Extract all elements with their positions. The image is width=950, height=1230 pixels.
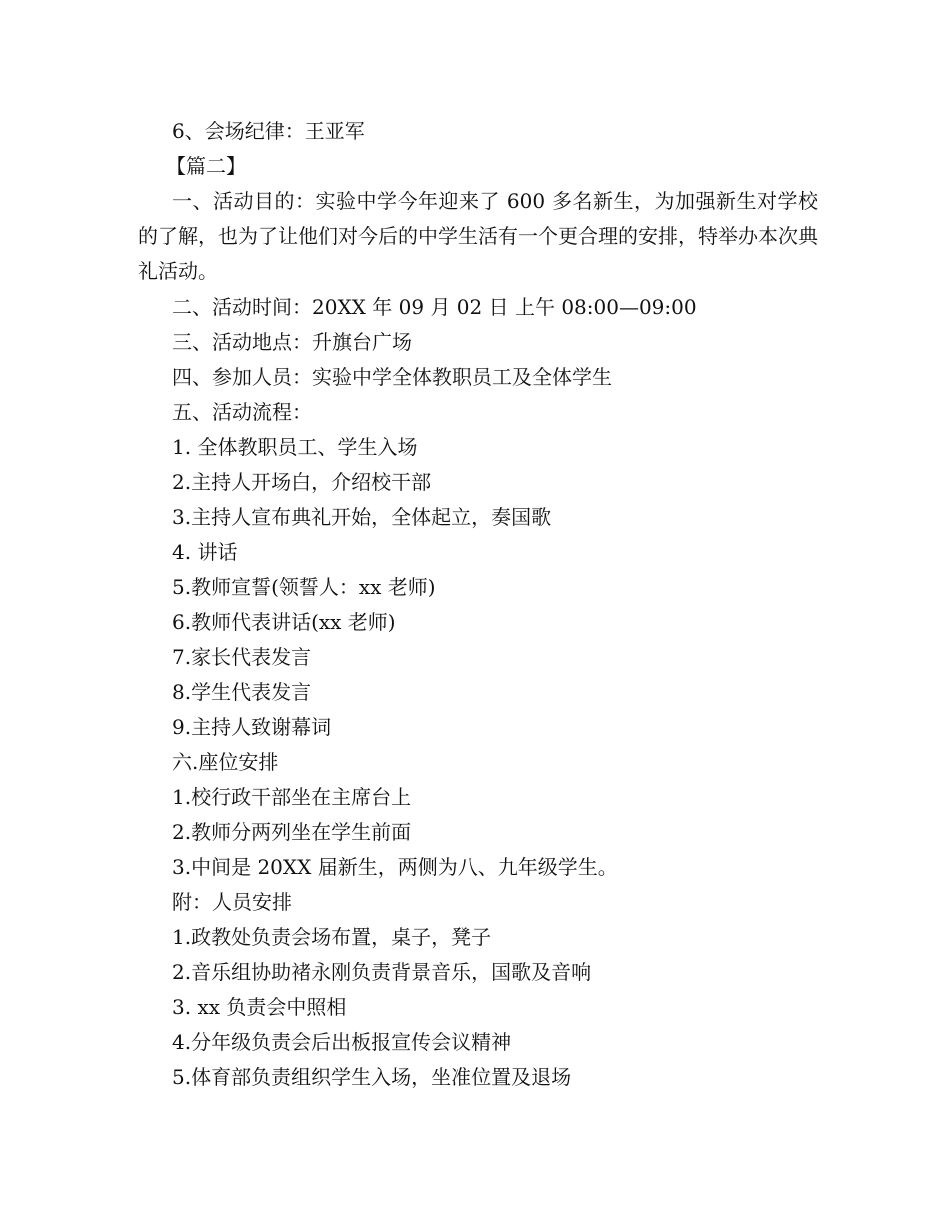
section-heading: 【篇二】 <box>166 154 246 178</box>
list-item: 1.政教处负责会场布置，桌子，凳子 <box>172 925 492 949</box>
list-item: 5.体育部负责组织学生入场，坐准位置及退场 <box>172 1065 572 1089</box>
text-line: 二、活动时间：20XX 年 09 月 02 日 上午 08:00—09:00 <box>172 295 697 319</box>
list-item: 1. 全体教职员工、学生入场 <box>172 435 418 459</box>
list-item: 3. xx 负责会中照相 <box>172 995 347 1019</box>
text-line: 五、活动流程： <box>172 400 312 424</box>
list-item: 8.学生代表发言 <box>172 680 312 704</box>
list-item: 2.主持人开场白，介绍校干部 <box>172 470 432 494</box>
paragraph-purpose: 一、活动目的：实验中学今年迎来了 600 多名新生，为加强新生对学校的了解，也为了让他们对今后的中学生活有一个更合理的安排，特举办本次典礼活动。 <box>138 189 818 283</box>
list-item: 4.分年级负责会后出板报宣传会议精神 <box>172 1030 512 1054</box>
section-heading: 六.座位安排 <box>172 750 279 774</box>
list-item: 6.教师代表讲话(xx 老师) <box>172 610 396 634</box>
list-item: 4. 讲话 <box>172 540 238 564</box>
section-heading: 附：人员安排 <box>172 890 292 914</box>
list-item: 2.教师分两列坐在学生前面 <box>172 820 412 844</box>
list-item: 3.中间是 20XX 届新生，两侧为八、九年级学生。 <box>172 855 618 879</box>
list-item: 1.校行政干部坐在主席台上 <box>172 785 412 809</box>
list-item: 2.音乐组协助褚永刚负责背景音乐，国歌及音响 <box>172 960 592 984</box>
text-line: 四、参加人员：实验中学全体教职员工及全体学生 <box>172 365 612 389</box>
list-item: 7.家长代表发言 <box>172 645 312 669</box>
text-line: 三、活动地点：升旗台广场 <box>172 330 412 354</box>
list-item: 3.主持人宣布典礼开始，全体起立，奏国歌 <box>172 505 552 529</box>
text-line: 6、会场纪律：王亚军 <box>172 119 365 143</box>
list-item: 9.主持人致谢幕词 <box>172 715 332 739</box>
list-item: 5.教师宣誓(领誓人：xx 老师) <box>172 575 436 599</box>
